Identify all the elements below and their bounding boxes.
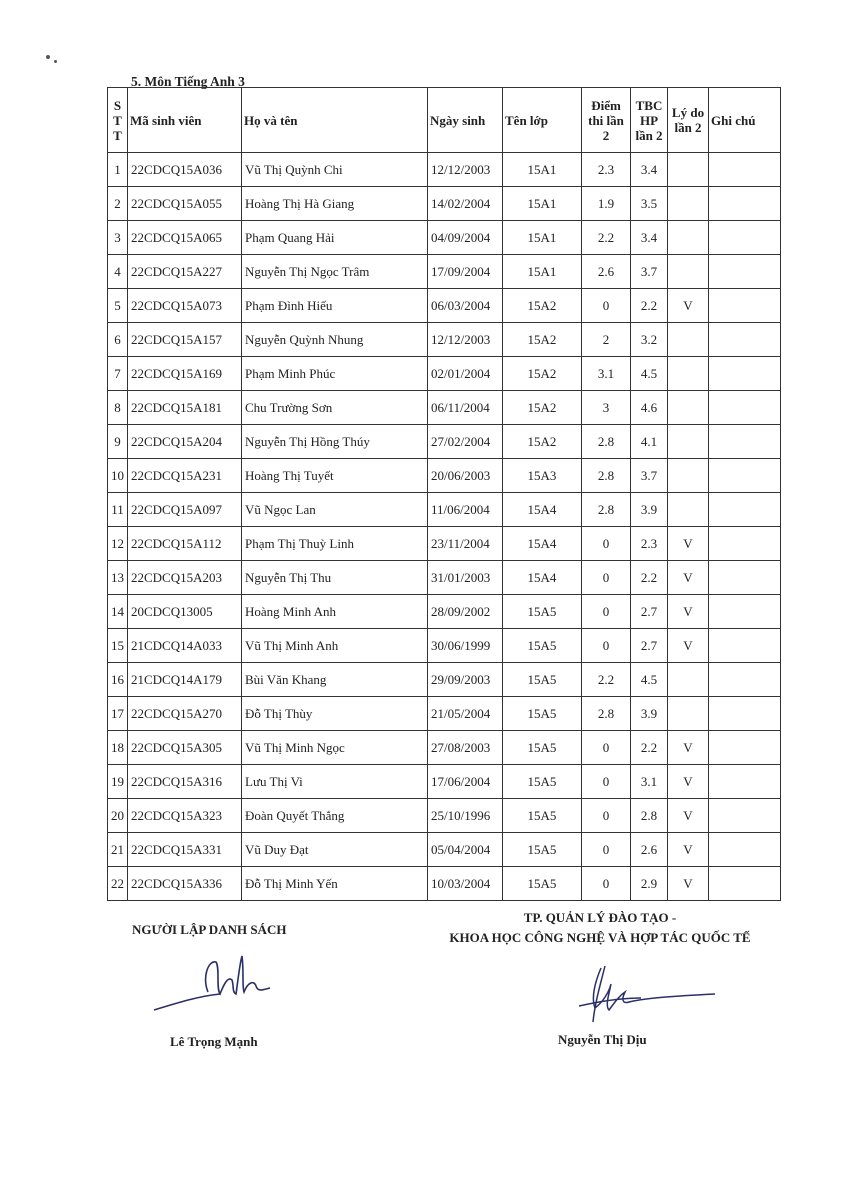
cell-stt: 2 (108, 187, 128, 221)
table-row (108, 493, 781, 527)
cell-avg-score: 2.3 (631, 527, 668, 561)
cell-class: 15A2 (503, 323, 582, 357)
cell-avg-score: 3.2 (631, 323, 668, 357)
cell-full-name: Nguyễn Thị Ngọc Trâm (242, 255, 428, 289)
cell-exam-score: 0 (582, 765, 631, 799)
cell-class: 15A4 (503, 527, 582, 561)
cell-reason (668, 255, 709, 289)
cell-note (709, 187, 781, 221)
cell-exam-score: 2.8 (582, 425, 631, 459)
cell-full-name: Vũ Ngọc Lan (242, 493, 428, 527)
cell-dob: 25/10/1996 (428, 799, 503, 833)
right-signer-name: Nguyễn Thị Dịu (558, 1032, 647, 1047)
cell-full-name: Phạm Đình Hiếu (242, 289, 428, 323)
table-row (108, 153, 781, 187)
cell-reason (668, 391, 709, 425)
cell-avg-score: 3.9 (631, 493, 668, 527)
cell-class: 15A5 (503, 731, 582, 765)
cell-class: 15A5 (503, 765, 582, 799)
cell-student-id: 22CDCQ15A157 (128, 323, 242, 357)
cell-full-name: Phạm Thị Thuỳ Linh (242, 527, 428, 561)
table-row (108, 765, 781, 799)
cell-full-name: Hoàng Thị Hà Giang (242, 187, 428, 221)
cell-student-id: 22CDCQ15A112 (128, 527, 242, 561)
cell-stt: 13 (108, 561, 128, 595)
table-row (108, 561, 781, 595)
cell-student-id: 22CDCQ15A316 (128, 765, 242, 799)
cell-dob: 20/06/2003 (428, 459, 503, 493)
cell-exam-score: 0 (582, 629, 631, 663)
cell-stt: 18 (108, 731, 128, 765)
cell-reason: V (668, 289, 709, 323)
cell-class: 15A2 (503, 289, 582, 323)
table-row (108, 731, 781, 765)
table-row (108, 187, 781, 221)
cell-student-id: 22CDCQ15A036 (128, 153, 242, 187)
cell-student-id: 20CDCQ13005 (128, 595, 242, 629)
cell-reason: V (668, 595, 709, 629)
cell-full-name: Đoàn Quyết Thắng (242, 799, 428, 833)
cell-full-name: Vũ Thị Minh Anh (242, 629, 428, 663)
cell-avg-score: 4.5 (631, 357, 668, 391)
cell-reason (668, 187, 709, 221)
cell-exam-score: 0 (582, 799, 631, 833)
cell-stt: 20 (108, 799, 128, 833)
cell-stt: 3 (108, 221, 128, 255)
cell-full-name: Nguyễn Thị Thu (242, 561, 428, 595)
cell-stt: 15 (108, 629, 128, 663)
cell-dob: 17/06/2004 (428, 765, 503, 799)
cell-dob: 27/02/2004 (428, 425, 503, 459)
cell-stt: 17 (108, 697, 128, 731)
cell-full-name: Đỗ Thị Thùy (242, 697, 428, 731)
cell-class: 15A5 (503, 663, 582, 697)
cell-reason (668, 493, 709, 527)
cell-class: 15A5 (503, 629, 582, 663)
cell-reason: V (668, 561, 709, 595)
cell-avg-score: 3.7 (631, 459, 668, 493)
cell-student-id: 22CDCQ15A203 (128, 561, 242, 595)
cell-dob: 14/02/2004 (428, 187, 503, 221)
cell-reason: V (668, 629, 709, 663)
cell-dob: 17/09/2004 (428, 255, 503, 289)
cell-student-id: 22CDCQ15A231 (128, 459, 242, 493)
header-dob: Ngày sinh (428, 88, 503, 153)
cell-student-id: 22CDCQ15A323 (128, 799, 242, 833)
cell-stt: 5 (108, 289, 128, 323)
cell-dob: 06/03/2004 (428, 289, 503, 323)
header-full-name: Họ và tên (242, 88, 428, 153)
cell-reason: V (668, 731, 709, 765)
cell-note (709, 697, 781, 731)
cell-full-name: Hoàng Minh Anh (242, 595, 428, 629)
cell-avg-score: 3.5 (631, 187, 668, 221)
cell-avg-score: 3.4 (631, 153, 668, 187)
right-signature (565, 962, 725, 1032)
grade-table (107, 87, 781, 901)
cell-avg-score: 2.2 (631, 731, 668, 765)
cell-dob: 05/04/2004 (428, 833, 503, 867)
cell-avg-score: 3.1 (631, 765, 668, 799)
cell-class: 15A2 (503, 391, 582, 425)
cell-avg-score: 2.6 (631, 833, 668, 867)
cell-exam-score: 0 (582, 527, 631, 561)
cell-note (709, 221, 781, 255)
left-signature-title: NGƯỜI LẬP DANH SÁCH (132, 922, 287, 937)
cell-stt: 16 (108, 663, 128, 697)
cell-student-id: 22CDCQ15A169 (128, 357, 242, 391)
cell-class: 15A3 (503, 459, 582, 493)
cell-dob: 12/12/2003 (428, 323, 503, 357)
cell-stt: 12 (108, 527, 128, 561)
cell-reason (668, 459, 709, 493)
table-row (108, 459, 781, 493)
cell-exam-score: 2.8 (582, 493, 631, 527)
cell-student-id: 22CDCQ15A331 (128, 833, 242, 867)
header-avg-score: TBC HP lần 2 (631, 88, 668, 153)
cell-exam-score: 2.8 (582, 697, 631, 731)
cell-stt: 10 (108, 459, 128, 493)
cell-note (709, 391, 781, 425)
cell-student-id: 22CDCQ15A055 (128, 187, 242, 221)
cell-exam-score: 0 (582, 561, 631, 595)
table-row (108, 221, 781, 255)
cell-dob: 30/06/1999 (428, 629, 503, 663)
cell-student-id: 22CDCQ15A227 (128, 255, 242, 289)
cell-avg-score: 2.7 (631, 595, 668, 629)
cell-exam-score: 0 (582, 731, 631, 765)
cell-avg-score: 3.4 (631, 221, 668, 255)
cell-class: 15A4 (503, 561, 582, 595)
table-row (108, 289, 781, 323)
cell-note (709, 629, 781, 663)
cell-full-name: Phạm Minh Phúc (242, 357, 428, 391)
cell-reason (668, 153, 709, 187)
cell-avg-score: 2.8 (631, 799, 668, 833)
cell-dob: 28/09/2002 (428, 595, 503, 629)
cell-note (709, 255, 781, 289)
left-signer-name: Lê Trọng Mạnh (170, 1034, 258, 1049)
section-title: 5. Môn Tiếng Anh 3 (131, 74, 245, 89)
cell-class: 15A1 (503, 153, 582, 187)
table-row (108, 629, 781, 663)
cell-dob: 31/01/2003 (428, 561, 503, 595)
cell-student-id: 22CDCQ15A204 (128, 425, 242, 459)
cell-reason (668, 357, 709, 391)
cell-full-name: Phạm Quang Hải (242, 221, 428, 255)
cell-full-name: Lưu Thị Vi (242, 765, 428, 799)
cell-exam-score: 0 (582, 289, 631, 323)
cell-full-name: Vũ Thị Minh Ngọc (242, 731, 428, 765)
cell-class: 15A1 (503, 255, 582, 289)
cell-student-id: 21CDCQ14A179 (128, 663, 242, 697)
cell-note (709, 153, 781, 187)
table-row (108, 527, 781, 561)
cell-student-id: 22CDCQ15A073 (128, 289, 242, 323)
table-row (108, 255, 781, 289)
scan-speck (46, 55, 50, 59)
header-class: Tên lớp (503, 88, 582, 153)
cell-avg-score: 3.7 (631, 255, 668, 289)
cell-note (709, 357, 781, 391)
cell-dob: 23/11/2004 (428, 527, 503, 561)
header-reason: Lý do lần 2 (668, 88, 709, 153)
cell-student-id: 22CDCQ15A270 (128, 697, 242, 731)
cell-exam-score: 0 (582, 867, 631, 901)
cell-class: 15A1 (503, 221, 582, 255)
cell-dob: 06/11/2004 (428, 391, 503, 425)
cell-avg-score: 2.9 (631, 867, 668, 901)
cell-note (709, 663, 781, 697)
cell-class: 15A1 (503, 187, 582, 221)
cell-exam-score: 3.1 (582, 357, 631, 391)
cell-stt: 9 (108, 425, 128, 459)
table-row (108, 323, 781, 357)
cell-dob: 12/12/2003 (428, 153, 503, 187)
header-note: Ghi chú (709, 88, 781, 153)
cell-reason: V (668, 799, 709, 833)
cell-exam-score: 0 (582, 833, 631, 867)
cell-full-name: Chu Trường Sơn (242, 391, 428, 425)
cell-reason (668, 323, 709, 357)
cell-avg-score: 2.7 (631, 629, 668, 663)
cell-reason: V (668, 527, 709, 561)
cell-class: 15A2 (503, 425, 582, 459)
cell-dob: 29/09/2003 (428, 663, 503, 697)
cell-full-name: Đỗ Thị Minh Yến (242, 867, 428, 901)
cell-reason: V (668, 765, 709, 799)
cell-dob: 02/01/2004 (428, 357, 503, 391)
cell-exam-score: 2.3 (582, 153, 631, 187)
cell-avg-score: 4.6 (631, 391, 668, 425)
right-signature-title-1: TP. QUẢN LÝ ĐÀO TẠO - (523, 910, 677, 925)
cell-full-name: Nguyễn Quỳnh Nhung (242, 323, 428, 357)
header-exam-score: Điểm thi lần 2 (582, 88, 631, 153)
cell-note (709, 561, 781, 595)
cell-note (709, 833, 781, 867)
table-row (108, 391, 781, 425)
table-row (108, 595, 781, 629)
cell-note (709, 799, 781, 833)
header-student-id: Mã sinh viên (128, 88, 242, 153)
table-row (108, 867, 781, 901)
table-row (108, 697, 781, 731)
cell-note (709, 595, 781, 629)
cell-stt: 21 (108, 833, 128, 867)
cell-dob: 21/05/2004 (428, 697, 503, 731)
cell-class: 15A5 (503, 697, 582, 731)
table-row (108, 799, 781, 833)
cell-class: 15A5 (503, 867, 582, 901)
header-stt: STT (108, 88, 128, 153)
cell-reason: V (668, 833, 709, 867)
cell-exam-score: 1.9 (582, 187, 631, 221)
cell-note (709, 731, 781, 765)
table-row (108, 833, 781, 867)
table-row (108, 425, 781, 459)
cell-exam-score: 3 (582, 391, 631, 425)
cell-dob: 04/09/2004 (428, 221, 503, 255)
scan-speck (54, 60, 57, 63)
cell-avg-score: 2.2 (631, 561, 668, 595)
table-header-row (108, 88, 781, 153)
cell-note (709, 425, 781, 459)
cell-note (709, 459, 781, 493)
cell-student-id: 22CDCQ15A065 (128, 221, 242, 255)
cell-stt: 19 (108, 765, 128, 799)
cell-class: 15A5 (503, 833, 582, 867)
cell-note (709, 765, 781, 799)
cell-exam-score: 2.8 (582, 459, 631, 493)
cell-full-name: Bùi Văn Khang (242, 663, 428, 697)
cell-exam-score: 2 (582, 323, 631, 357)
cell-avg-score: 4.5 (631, 663, 668, 697)
cell-class: 15A5 (503, 799, 582, 833)
cell-student-id: 22CDCQ15A097 (128, 493, 242, 527)
cell-student-id: 22CDCQ15A336 (128, 867, 242, 901)
cell-full-name: Vũ Duy Đạt (242, 833, 428, 867)
cell-dob: 27/08/2003 (428, 731, 503, 765)
cell-reason: V (668, 867, 709, 901)
cell-avg-score: 2.2 (631, 289, 668, 323)
cell-exam-score: 0 (582, 595, 631, 629)
cell-reason (668, 425, 709, 459)
cell-reason (668, 221, 709, 255)
cell-full-name: Vũ Thị Quỳnh Chi (242, 153, 428, 187)
cell-note (709, 527, 781, 561)
cell-dob: 10/03/2004 (428, 867, 503, 901)
cell-exam-score: 2.2 (582, 221, 631, 255)
cell-full-name: Nguyễn Thị Hồng Thúy (242, 425, 428, 459)
cell-stt: 1 (108, 153, 128, 187)
cell-exam-score: 2.6 (582, 255, 631, 289)
cell-student-id: 22CDCQ15A305 (128, 731, 242, 765)
cell-avg-score: 4.1 (631, 425, 668, 459)
table-row (108, 663, 781, 697)
cell-stt: 7 (108, 357, 128, 391)
cell-reason (668, 663, 709, 697)
cell-note (709, 493, 781, 527)
right-signature-title-2: KHOA HỌC CÔNG NGHỆ VÀ HỢP TÁC QUỐC TẾ (449, 930, 751, 945)
cell-class: 15A4 (503, 493, 582, 527)
cell-class: 15A5 (503, 595, 582, 629)
cell-reason (668, 697, 709, 731)
cell-stt: 22 (108, 867, 128, 901)
cell-class: 15A2 (503, 357, 582, 391)
cell-note (709, 323, 781, 357)
cell-exam-score: 2.2 (582, 663, 631, 697)
cell-stt: 8 (108, 391, 128, 425)
cell-full-name: Hoàng Thị Tuyết (242, 459, 428, 493)
cell-note (709, 867, 781, 901)
table-row (108, 357, 781, 391)
cell-stt: 14 (108, 595, 128, 629)
left-signature (150, 950, 290, 1020)
cell-student-id: 22CDCQ15A181 (128, 391, 242, 425)
cell-avg-score: 3.9 (631, 697, 668, 731)
cell-stt: 4 (108, 255, 128, 289)
cell-student-id: 21CDCQ14A033 (128, 629, 242, 663)
cell-note (709, 289, 781, 323)
cell-stt: 6 (108, 323, 128, 357)
cell-stt: 11 (108, 493, 128, 527)
cell-dob: 11/06/2004 (428, 493, 503, 527)
